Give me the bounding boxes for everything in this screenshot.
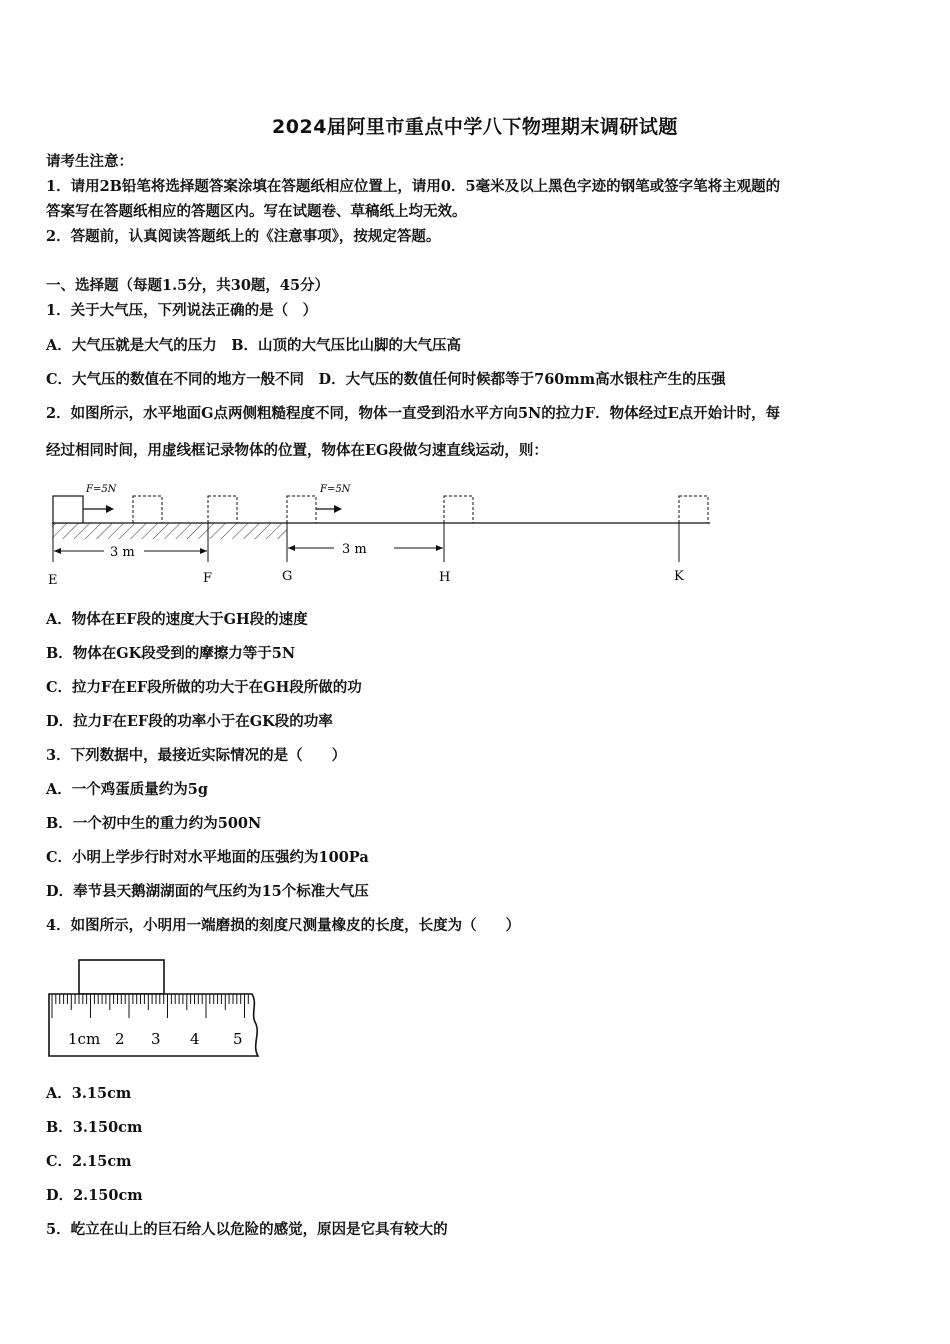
force-arrow-icon [334,505,342,513]
question-2-figure [44,478,724,588]
question-2-stem: 经过相同时间，用虚线框记录物体的位置，物体在EG段做匀速直线运动，则： [46,442,548,459]
dashed-position-box [133,496,162,523]
notice-item: 2．答题前，认真阅读答题纸上的《注意事项》，按规定答题。 [46,228,441,245]
question-3-option-b: B．一个初中生的重力约为500N [46,815,262,832]
question-2-option-b: B．物体在GK段受到的摩擦力等于5N [46,645,296,662]
point-label-e: E [48,573,58,588]
point-label-g: G [282,569,293,584]
notice-item: 1．请用2B铅笔将选择题答案涂填在答题纸相应位置上，请用0．5毫米及以上黑色字迹的钢笔或签字笔将主观题的 [46,178,781,195]
question-1-options-row: C．大气压的数值在不同的地方一般不同 D．大气压的数值任何时候都等于760mm高水银柱产生的压强 [46,371,726,388]
point-label-h: H [439,570,451,585]
question-1-options-row: A．大气压就是大气的压力 B．山顶的大气压比山脚的大气压高 [46,337,462,354]
eraser-shape [79,960,164,994]
ruler-label: 2 [115,1030,125,1048]
question-4-option-b: B．3.150cm [46,1119,143,1136]
question-1-stem: 1．关于大气压，下列说法正确的是（ ） [46,302,318,319]
dashed-position-box [208,496,237,523]
question-3-stem: 3．下列数据中，最接近实际情况的是（ ） [46,747,347,764]
rough-surface-hatch [52,523,287,539]
question-4-stem: 4．如图所示，小明用一端磨损的刻度尺测量橡皮的长度，长度为（ ） [46,917,521,934]
question-3-option-d: D．奉节县天鹅湖湖面的气压约为15个标准大气压 [46,883,369,900]
question-2-stem: 2．如图所示，水平地面G点两侧粗糙程度不同，物体一直受到沿水平方向5N的拉力F．物体经过E点开始计时，每 [46,405,781,422]
dashed-position-box [287,496,316,523]
notice-item: 答案写在答题纸相应的答题区内。写在试题卷、草稿纸上均无效。 [46,203,467,220]
question-4-option-c: C．2.15cm [46,1153,132,1170]
object-box [53,496,83,523]
dashed-position-box [444,496,473,523]
question-4-ruler-figure [44,952,266,1062]
question-3-option-a: A．一个鸡蛋质量约为5g [46,781,208,798]
ruler-label: 3 [151,1030,161,1048]
force-label: F=5N [86,484,117,495]
distance-label: 3 m [110,545,135,560]
section-heading: 一、选择题（每题1.5分，共30题，45分） [46,277,330,294]
force-arrow-icon [106,505,114,513]
notice-heading: 请考生注意： [46,153,133,170]
ruler-label: 5 [233,1030,243,1048]
point-label-f: F [203,571,213,586]
question-2-option-c: C．拉力F在EF段所做的功大于在GH段所做的功 [46,679,362,696]
point-label-k: K [674,569,684,584]
distance-label: 3 m [342,542,367,557]
question-4-option-d: D．2.150cm [46,1187,143,1204]
dashed-position-box [679,496,708,523]
question-4-option-a: A．3.15cm [46,1085,132,1102]
question-5-stem: 5．屹立在山上的巨石给人以危险的感觉，原因是它具有较大的 [46,1221,448,1238]
page-title: 2024届阿里市重点中学八下物理期末调研试题 [272,116,678,138]
question-3-option-c: C．小明上学步行时对水平地面的压强约为100Pa [46,849,369,866]
force-label: F=5N [320,484,351,495]
ruler-label: 4 [190,1030,200,1048]
ruler-label: 1cm [68,1030,101,1048]
question-2-option-d: D．拉力F在EF段的功率小于在GK段的功率 [46,713,333,730]
question-2-option-a: A．物体在EF段的速度大于GH段的速度 [46,611,308,628]
